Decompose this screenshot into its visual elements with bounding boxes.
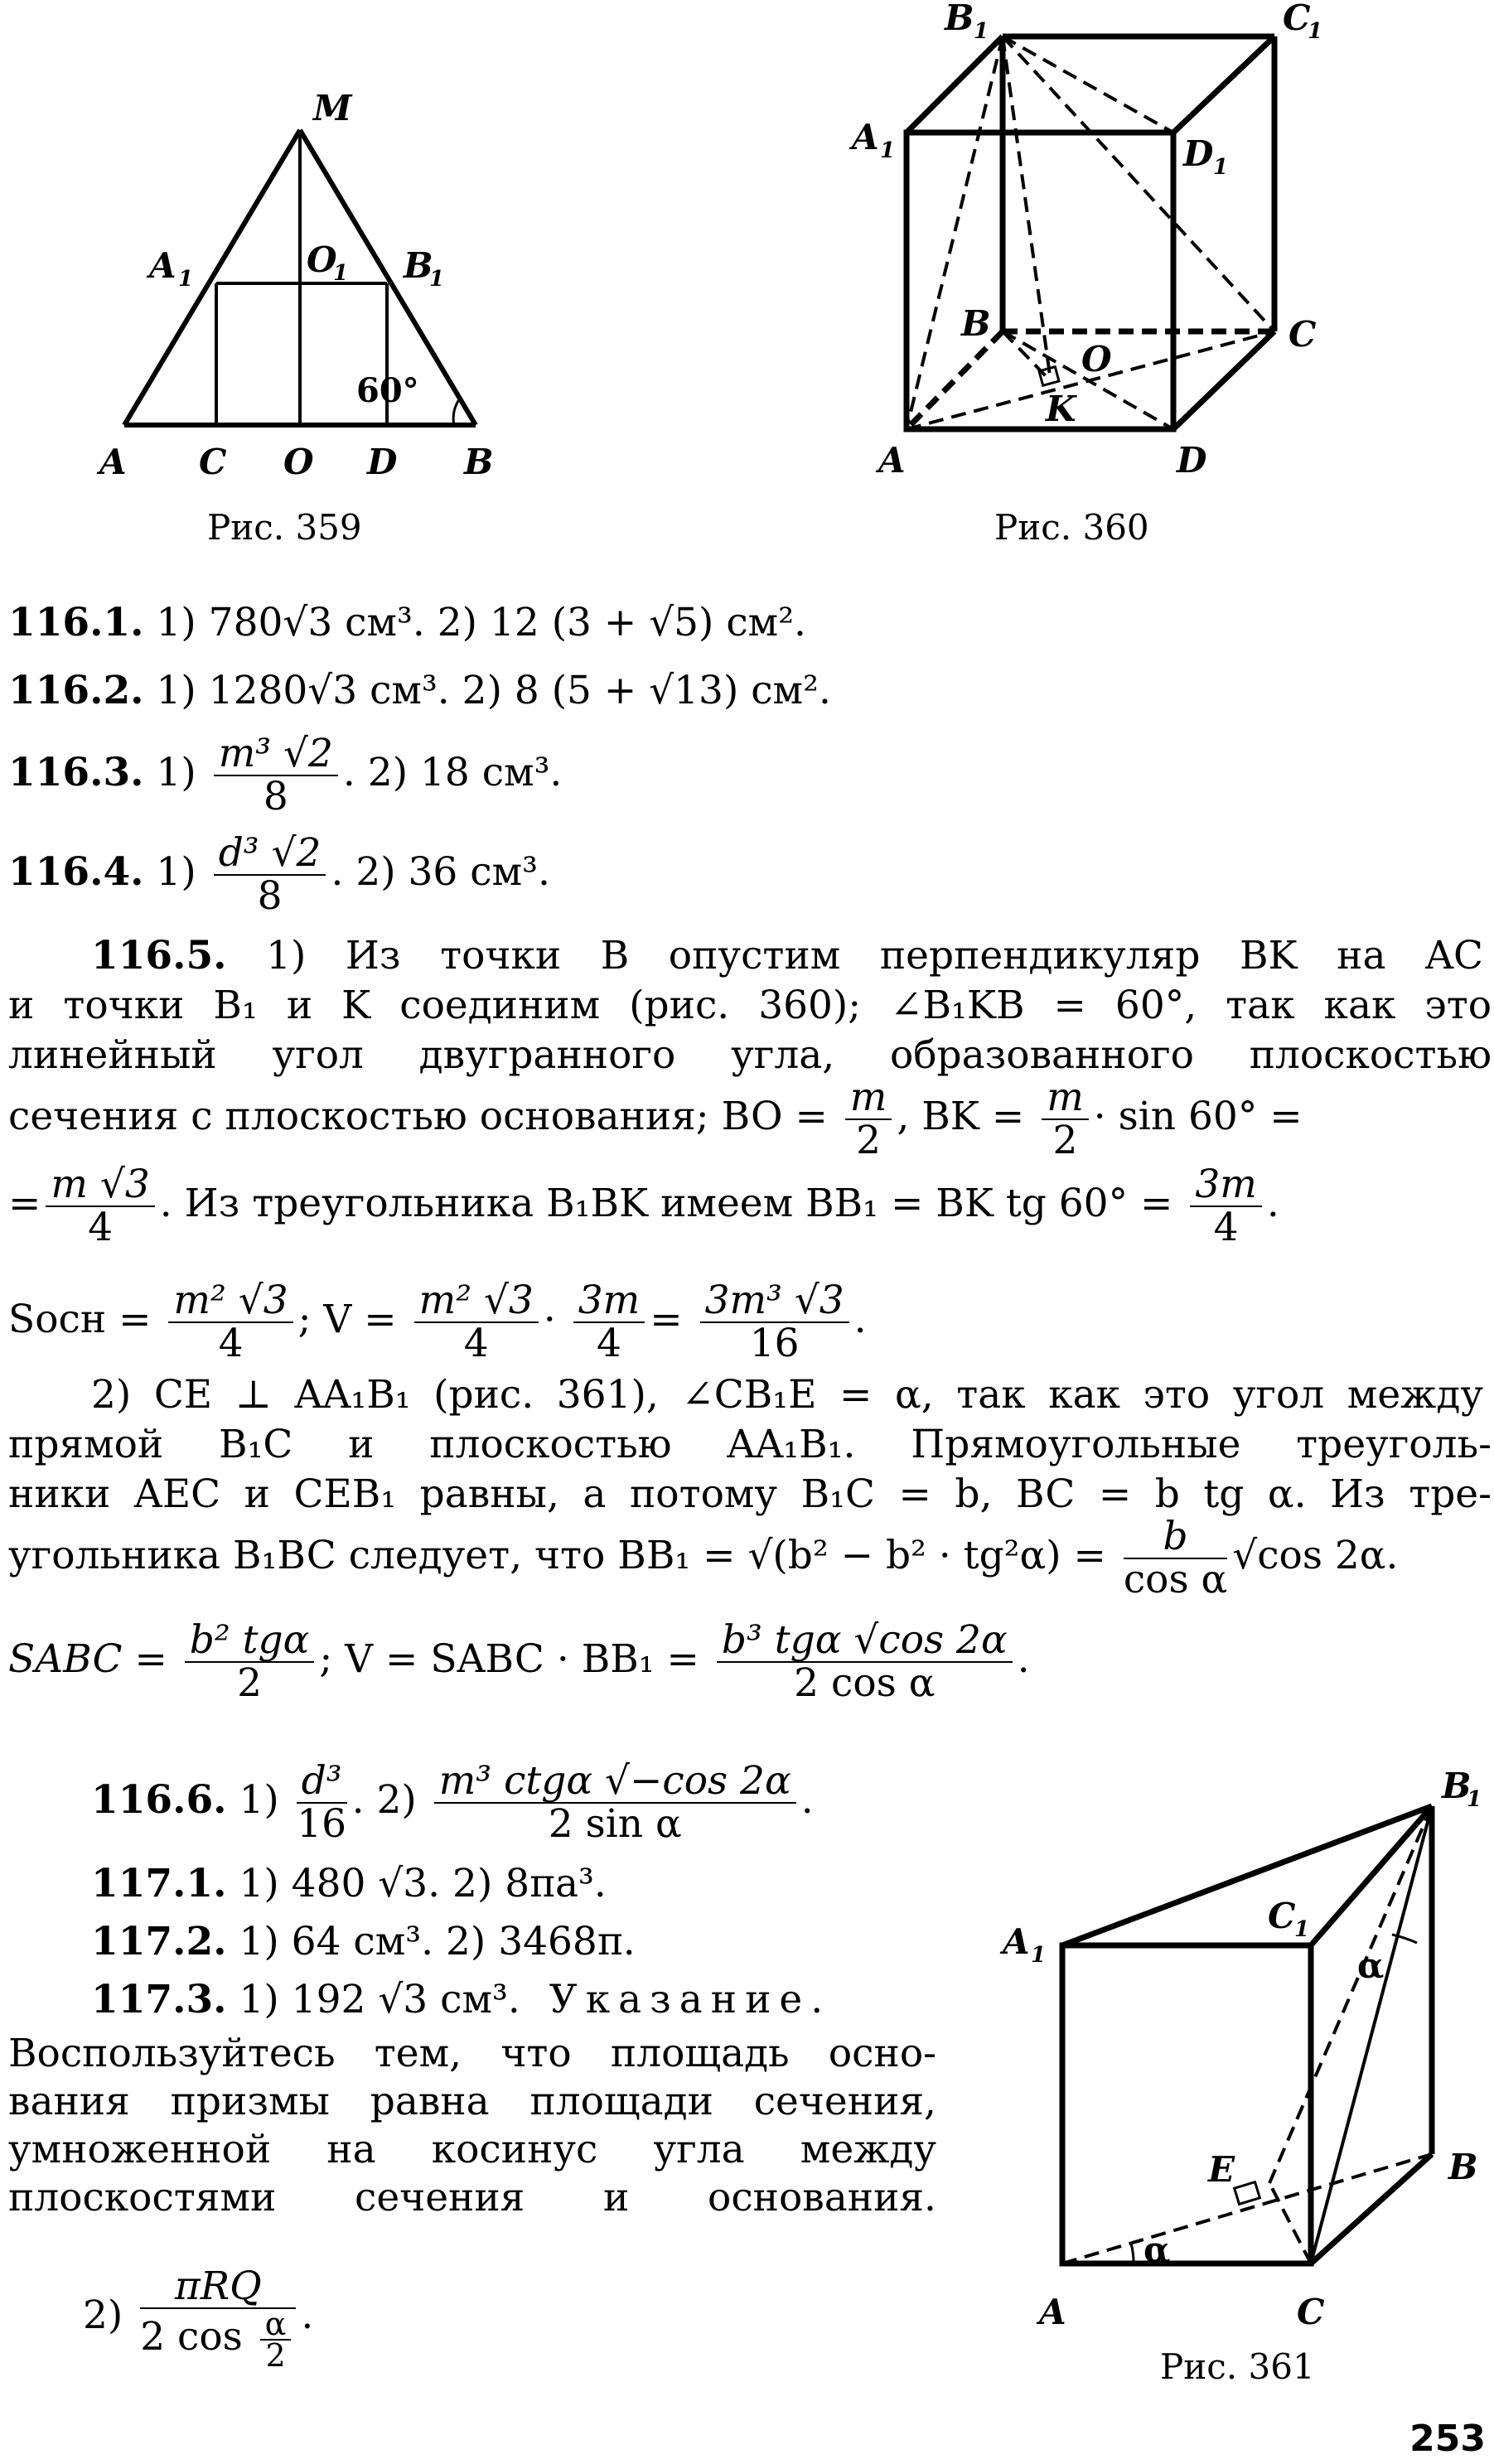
answer-116-2: [8, 667, 831, 715]
figure-361-caption: Рис. 361: [1160, 2346, 1315, 2387]
alpha-angle-label: α: [1357, 1945, 1385, 1986]
answer-number: 116.3.: [8, 750, 144, 795]
answer-116-5-part2-line2: прямой B₁C и плоскостью AA₁B₁. Прямоугольные треуголь-: [8, 1422, 1492, 1467]
svg-text:1: 1: [333, 261, 349, 286]
answer-117-3-part2: 2) πRQ 2 cos $\frac{\alpha}{2}$ .: [83, 2263, 314, 2374]
answer-116-5-line2: и точки B₁ и K соединим (рис. 360); ∠B₁KB = 60°, так как это: [8, 983, 1492, 1028]
label-A1: A: [149, 245, 176, 286]
svg-text:1: 1: [1294, 1917, 1310, 1942]
answer-117-2: 117.2. 1) 64 см³. 2) 3468π.: [91, 1919, 636, 1964]
angle-60-label: 60°: [356, 371, 419, 410]
figure-359-caption: Рис. 359: [207, 507, 362, 548]
answer-116-5-part2-line4: угольника B₁BC следует, что BB₁ = √(b² − b² · tg²α) = $\frac{b}{\text{cos α}}$ √cos 2α.: [8, 1514, 1399, 1602]
answer-number: 116.4.: [8, 849, 144, 895]
label-C1: C: [1283, 0, 1311, 38]
label-B1: B: [404, 245, 433, 286]
svg-text:1: 1: [1213, 155, 1229, 180]
hint-label: Указание.: [549, 1977, 832, 2022]
label-O: O: [1081, 339, 1112, 379]
fraction: $\frac{\text{m³ √2}}{8}$: [214, 733, 338, 818]
label-C: C: [1297, 2292, 1325, 2332]
label-C1: C: [1268, 1896, 1296, 1936]
answer-number: 117.2.: [91, 1919, 227, 1964]
label-A1: A: [852, 117, 879, 157]
label-B: B: [464, 442, 494, 482]
figure-360-caption: Рис. 360: [994, 507, 1149, 548]
svg-text:1: 1: [1308, 19, 1323, 44]
answer-116-5-line3: линейный угол двугранного угла, образованного плоскостью: [8, 1032, 1492, 1078]
label-K: K: [1046, 389, 1076, 429]
svg-text:1: 1: [178, 267, 194, 292]
label-A1: A: [1003, 1921, 1030, 1962]
answer-number: 117.1.: [91, 1861, 227, 1906]
svg-text:1: 1: [429, 267, 445, 292]
answer-116-5-line5: = $\frac{m √3}{4}$ . Из треугольника B₁BK имеем BB₁ = BK tg 60° = $\frac{3m}{4}$ .: [8, 1162, 1279, 1250]
answer-text: 1) 1280√3 см³. 2) 8 (5 + √13) см².: [156, 668, 831, 713]
label-O: O: [283, 442, 314, 482]
figure-361: [978, 1761, 1494, 2357]
figure-360: [829, 0, 1458, 497]
label-C: C: [199, 442, 227, 482]
answer-text: 1) 780√3 см³. 2) 12 (3 + √5) см².: [156, 600, 806, 645]
answer-116-5-line4: сечения с плоскостью основания; BO = $\frac{m}{2}$ , BK = $\frac{m}{2}$ · sin 60° =: [8, 1075, 1303, 1163]
answer-number: 116.1.: [8, 600, 144, 645]
answer-number: 116.6.: [91, 1777, 227, 1823]
label-D: D: [367, 442, 398, 482]
svg-text:1: 1: [974, 19, 989, 44]
fraction: $\frac{\text{d³ √2}}{8}$: [214, 833, 326, 917]
svg-text:1: 1: [1467, 1787, 1482, 1812]
answer-117-1: 117.1. 1) 480 √3. 2) 8πa³.: [91, 1861, 607, 1906]
answer-116-5-part2-line5: SABC = $\frac{\text{b² tgα}}{2}$ ; V = SABC · BB₁ = $\frac{\text{b³ tgα √cos 2α}}{\text{2 cos α}}$ .: [8, 1617, 1030, 1706]
answer-116-1: [8, 599, 806, 647]
answer-116-5-line6: Sосн = $\frac{\text{m² √3}}{4}$ ; V = $\frac{\text{m² √3}}{4}$ · $\frac{3m}{4}$ = $\frac{\text{3m³ √3}}{16}$ .: [8, 1278, 867, 1366]
label-A: A: [1039, 2292, 1066, 2332]
label-C: C: [1289, 314, 1317, 355]
label-B1: B: [1442, 1766, 1472, 1806]
page-number: 253: [1409, 2418, 1486, 2460]
answer-117-3: 117.3. 1) 192 √3 см³. Указание.: [91, 1977, 832, 2022]
label-A: A: [99, 442, 127, 482]
answer-116-5-line1: 116.5. 1) Из точки B опустим перпендикуляр BK на AC: [91, 933, 1483, 978]
svg-text:1: 1: [880, 138, 896, 163]
answer-116-5-part2-line1: 2) CE ⊥ AA₁B₁ (рис. 361), ∠CB₁E = α, так как это угол между: [91, 1372, 1483, 1418]
label-B: B: [961, 303, 991, 344]
label-A: A: [878, 440, 906, 481]
label-E: E: [1208, 2149, 1235, 2190]
answer-116-4: 116.4. 1) $\frac{\text{d³ √2}}{8}$ . 2) 36 см³.: [8, 830, 550, 919]
label-D1: D: [1183, 133, 1214, 174]
alpha-angle-label: α: [1143, 2230, 1171, 2270]
answer-117-3-hint: Воспользуйтесь тем, что площадь осно- вания призмы равна площади сечения, умноженной на косинус угла между плоскостями сечения и основания.: [8, 2031, 936, 2220]
label-M: M: [313, 88, 352, 128]
label-B1: B: [945, 0, 974, 38]
svg-text:1: 1: [1031, 1943, 1047, 1968]
answer-116-3: 116.3. 1) $\frac{\text{m³ √2}}{8}$ . 2) 18 см³.: [8, 731, 563, 819]
figure-359: [83, 79, 530, 493]
label-O1: O: [307, 239, 337, 280]
answer-116-6: 116.6. 1) $\frac{\text{d³}}{16}$ . 2) $\frac{\text{m³ ctgα √−cos 2α}}{\text{2 sin α}}$ .: [91, 1758, 814, 1847]
answer-116-5-part2-line3: ники AEC и CEB₁ равны, а потому B₁C = b, BC = b tg α. Из тре-: [8, 1471, 1492, 1517]
answer-number: 116.2.: [8, 668, 144, 713]
label-B: B: [1448, 2147, 1478, 2187]
answer-number: 117.3.: [91, 1977, 227, 2022]
label-D: D: [1177, 440, 1207, 481]
